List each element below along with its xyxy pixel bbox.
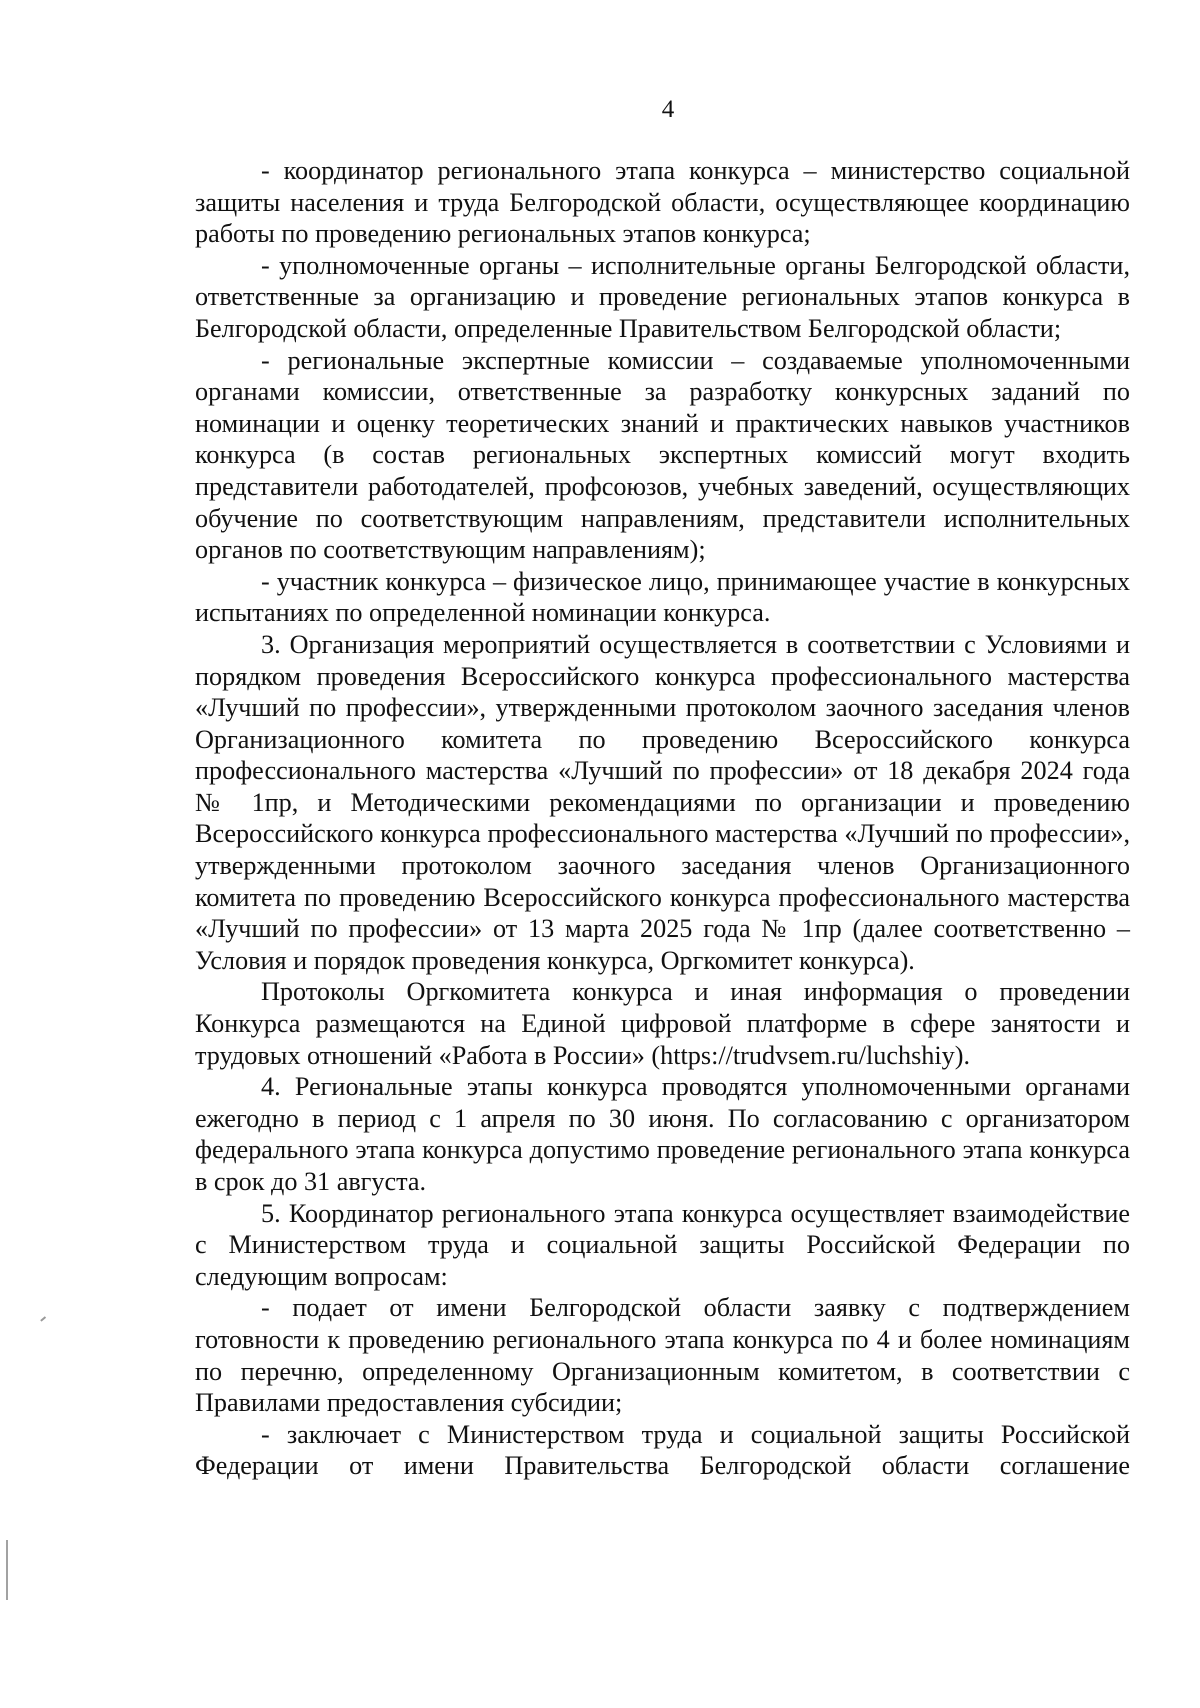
paragraph-submits-application: - подает от имени Белгородской области заявку с подтверждением готовности к проведению регионального этапа конкурса по 4 и более номинациям по перечню, определенному Организационным комитетом, в соответствии с Правилами предоставления субсидии; <box>195 1293 1130 1418</box>
paragraph-concludes-agreement: - заключает с Министерством труда и социальной защиты Российской Федерации от имени Правительства Белгородской области соглашение <box>195 1419 1130 1481</box>
document-body <box>195 155 1130 1482</box>
scan-artifact-tick <box>40 1316 46 1321</box>
paragraph-protocols: Протоколы Оргкомитета конкурса и иная информация о проведении Конкурса размещаются на Единой цифровой платформе в сфере занятости и трудовых отношений «Работа в России» (https://trudvsem.ru/luchshiy). <box>195 977 1130 1070</box>
paragraph-item-3: 3. Организация мероприятий осуществляется в соответствии с Условиями и порядком проведения Всероссийского конкурса профессионального мастерства «Лучший по профессии», утвержденными протоколом заочного заседания членов Организационного комитета по проведению Всероссийского конкурса профессионального мастерства «Лучший по профессии» от 18 декабря 2024 года № 1пр, и Методическими рекомендациями по организации и проведению Всероссийского конкурса профессионального мастерства «Лучший по профессии», утвержденными протоколом заочного заседания членов Организационного комитета по проведению Всероссийского конкурса профессионального мастерства «Лучший по профессии» от 13 марта 2025 года № 1пр (далее соответственно – Условия и порядок проведения конкурса, Оргкомитет конкурса). <box>195 629 1130 975</box>
page-number: 4 <box>661 96 675 123</box>
paragraph-item-4: 4. Региональные этапы конкурса проводятся уполномоченными органами ежегодно в период с 1 апреля по 30 июня. По согласованию с организатором федерального этапа конкурса допустимо проведение регионального этапа конкурса в срок до 31 августа. <box>195 1072 1130 1196</box>
scan-artifact-line <box>6 1540 8 1600</box>
paragraph-coordinator-definition: - координатор регионального этапа конкурса – министерство социальной защиты населения и труда Белгородской области, осуществляющее координацию работы по проведению региональных этапов конкурса; <box>195 156 1130 249</box>
paragraph-item-5: 5. Координатор регионального этапа конкурса осуществляет взаимодействие с Министерством труда и социальной защиты Российской Федерации по следующим вопросам: <box>195 1198 1130 1291</box>
paragraph-participant-definition: - участник конкурса – физическое лицо, принимающее участие в конкурсных испытаниях по определенной номинации конкурса. <box>195 566 1130 628</box>
paragraph-expert-commissions-definition: - региональные экспертные комиссии – создаваемые уполномоченными органами комиссии, ответственные за разработку конкурсных заданий по номинации и оценку теоретических знаний и практических навыков участников конкурса (в состав региональных экспертных комиссий могут входить представители работодателей, профсоюзов, учебных заведений, осуществляющих обучение по соответствующим направлениям, представители исполнительных органов по соответствующим направлениям); <box>195 345 1130 565</box>
paragraph-authorized-bodies-definition: - уполномоченные органы – исполнительные органы Белгородской области, ответственные за организацию и проведение региональных этапов конкурса в Белгородской области, определенные Правительством Белгородской области; <box>195 250 1130 343</box>
